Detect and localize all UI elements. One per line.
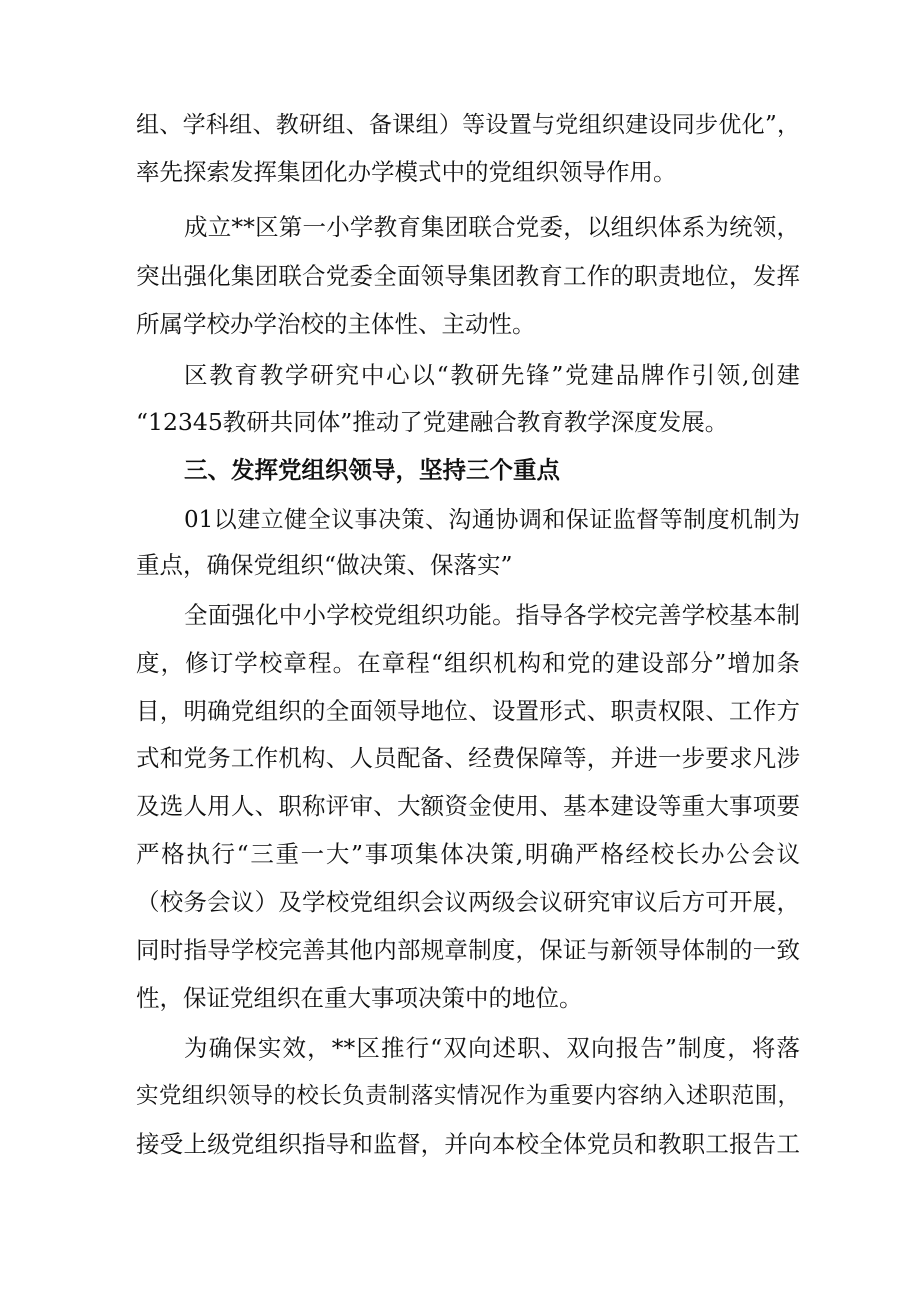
paragraph-5-line-4: 式和党务工作机构、人员配备、经费保障等，并进一步要求凡涉 (136, 744, 800, 772)
paragraph-4-line-1: 01以建立健全议事决策、沟通协调和保证监督等制度机制为 (184, 507, 800, 533)
paragraph-5-line-9: 性，保证党组织在重大事项决策中的地位。 (136, 984, 583, 1012)
paragraph-1-line-2: 率先探索发挥集团化办学模式中的党组织领导作用。 (136, 158, 677, 186)
paragraph-2-line-1: 成立**区第一小学教育集团联合党委，以组织体系为统领， (184, 213, 800, 241)
paragraph-5-line-5: 及选人用人、职称评审、大额资金使用、基本建设等重大事项要 (136, 792, 800, 820)
paragraph-5-line-7: （校务会议）及学校党组织会议两级会议研究审议后方可开展， (136, 888, 800, 916)
paragraph-6-line-3: 接受上级党组织指导和监督，并向本校全体党员和教职工报告工 (136, 1130, 800, 1158)
paragraph-1-line-1: 组、学科组、教研组、备课组）等设置与党组织建设同步优化”， (136, 112, 800, 138)
paragraph-6-line-1: 为确保实效，**区推行“双向述职、双向报告”制度，将落 (184, 1034, 800, 1062)
paragraph-5-line-8: 同时指导学校完善其他内部规章制度，保证与新领导体制的一致 (136, 936, 800, 964)
paragraph-3-line-2: “12345教研共同体”推动了党建融合教育教学深度发展。 (136, 408, 729, 436)
paragraph-2-line-2: 突出强化集团联合党委全面领导集团教育工作的职责地位，发挥 (136, 262, 800, 290)
paragraph-5-line-2: 度，修订学校章程。在章程“组织机构和党的建设部分”增加条 (136, 649, 800, 677)
paragraph-4-line-2: 重点，确保党组织“做决策、保落实” (136, 551, 513, 579)
section-heading-3: 三、发挥党组织领导，坚持三个重点 (184, 456, 560, 484)
paragraph-5-line-3: 目，明确党组织的全面领导地位、设置形式、职责权限、工作方 (136, 697, 800, 725)
paragraph-5-line-1: 全面强化中小学校党组织功能。指导各学校完善学校基本制 (184, 601, 800, 629)
paragraph-6-line-2: 实党组织领导的校长负责制落实情况作为重要内容纳入述职范围， (136, 1083, 800, 1109)
paragraph-2-line-3: 所属学校办学治校的主体性、主动性。 (136, 310, 536, 338)
paragraph-3-line-1: 区教育教学研究中心以“教研先锋”党建品牌作引领,创建 (184, 361, 800, 389)
paragraph-5-line-6: 严格执行“三重一大”事项集体决策,明确严格经校长办公会议 (136, 840, 800, 868)
